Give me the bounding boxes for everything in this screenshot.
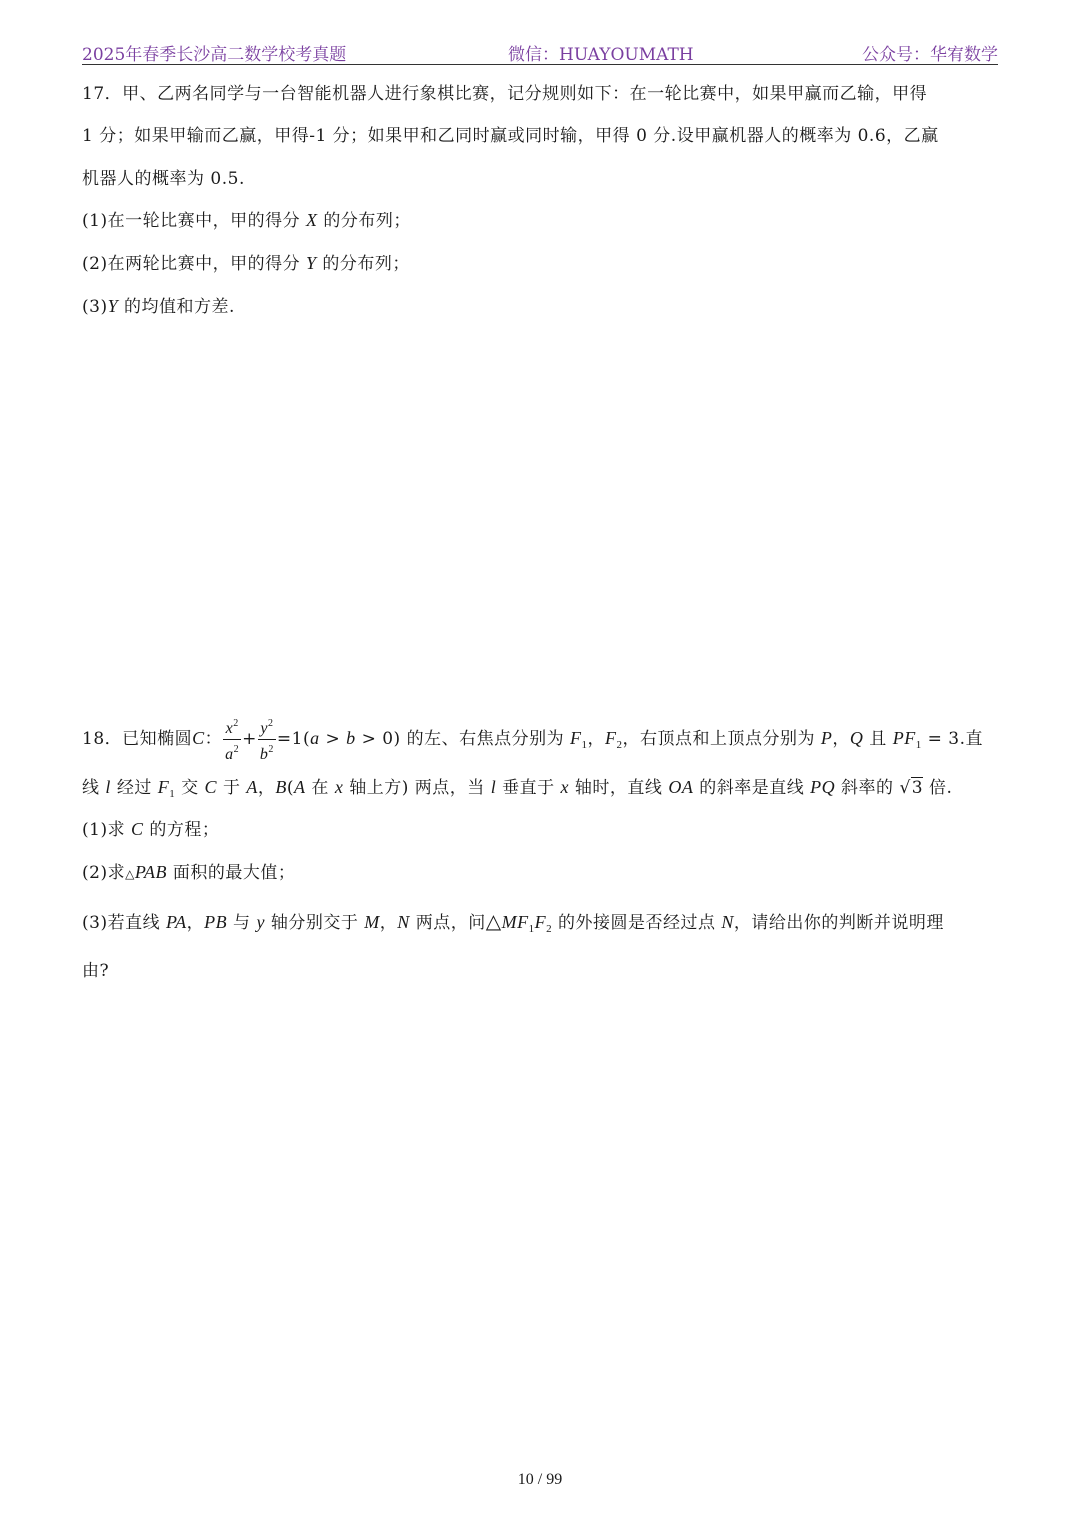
plus: + <box>242 729 257 749</box>
q18-part-1 <box>82 817 219 842</box>
paren-open: ( <box>286 778 295 798</box>
fraction-x2-a2 <box>223 714 241 765</box>
var-c: C <box>130 819 144 839</box>
var-mf: MF <box>501 912 529 932</box>
var-x: x <box>334 777 344 797</box>
var-pab: PAB <box>134 862 167 882</box>
q18-part-2-text-a: (2)求 <box>82 863 126 883</box>
comma: ， <box>257 778 276 798</box>
var-f1 <box>569 728 588 751</box>
q18-intro: 18．已知椭圆 <box>82 729 193 749</box>
q18-text: ，右顶点和上顶点分别为 <box>622 729 821 749</box>
subscript: 1 <box>528 923 535 935</box>
header-title: 2025年春季长沙高二数学校考真题 <box>82 45 347 65</box>
var-a-point: A <box>246 777 258 797</box>
var-oa: OA <box>668 777 694 797</box>
q18-line-2 <box>82 775 952 806</box>
var-b: b <box>259 746 269 763</box>
var-f: F <box>157 777 170 797</box>
subscript: 1 <box>169 788 176 800</box>
q18-text: 直 <box>965 729 983 749</box>
var-pf1 <box>892 728 922 751</box>
var-c: C <box>192 728 205 748</box>
q18-text: 轴时，直线 <box>569 778 669 798</box>
q18-part-1-text-b: 的方程； <box>143 820 220 840</box>
var-q: Q <box>849 728 864 748</box>
q17-part-2 <box>82 251 410 276</box>
comma: ， <box>186 913 205 933</box>
var-a: a <box>225 746 234 763</box>
var-f: F <box>569 728 582 748</box>
q17-line-1: 17．甲、乙两名同学与一台智能机器人进行象棋比赛，记分规则如下：在一轮比赛中，如果甲赢而乙输，甲得 <box>82 84 928 104</box>
greater-than-zero: > 0) <box>355 729 401 749</box>
q18-text: 且 <box>863 729 893 749</box>
fraction-y2-b2 <box>258 714 276 765</box>
var-f2 <box>604 728 623 751</box>
q18-part-3 <box>82 909 944 941</box>
q18-part-2 <box>82 860 295 886</box>
q18-text: 两点，问 <box>409 913 486 933</box>
radicand: 3 <box>911 778 924 798</box>
var-pq: PQ <box>810 777 836 797</box>
var-c: C <box>204 777 218 797</box>
var-n: N <box>397 912 410 932</box>
q18-text: 经过 <box>110 778 158 798</box>
var-b: b <box>346 728 356 748</box>
q18-text: 垂直于 <box>496 778 561 798</box>
q18-text: 轴上方 <box>343 778 402 798</box>
q18-text: 轴分别交于 <box>264 913 365 933</box>
var-y: y <box>256 912 265 932</box>
var-pa: PA <box>165 912 187 932</box>
exponent: 2 <box>267 718 274 729</box>
q18-part-3-cont: 由? <box>82 961 110 981</box>
q18-part-2-text-b: 面积的最大值； <box>167 863 296 883</box>
var-pf: PF <box>892 728 916 748</box>
q17-part-2-text-a: (2)在两轮比赛中，甲的得分 <box>82 254 306 274</box>
q18-text: 于 <box>217 778 247 798</box>
var-x: x <box>225 720 234 737</box>
comma: ， <box>587 729 605 749</box>
subscript: 1 <box>915 739 922 751</box>
triangle-symbol: △ <box>485 909 502 933</box>
colon: ： <box>204 729 223 749</box>
var-b-point: B <box>275 777 287 797</box>
var-pb: PB <box>204 912 228 932</box>
header-wechat: 微信：HUAYOUMATH <box>508 45 694 65</box>
q18-text: 的外接圆是否经过点 <box>552 913 722 933</box>
var-m: M <box>364 912 380 932</box>
page-header <box>82 36 998 65</box>
header-account: 公众号：华宥数学 <box>862 45 998 65</box>
exponent: 2 <box>268 744 274 755</box>
var-a-point: A <box>294 777 306 797</box>
equals-three: = 3. <box>921 729 966 749</box>
var-y: Y <box>107 296 119 316</box>
q17-part-2-text-b: 的分布列； <box>316 254 410 274</box>
q18-part-1-text-a: (1)求 <box>82 820 131 840</box>
q17-part-1-text-a: (1)在一轮比赛中，甲的得分 <box>82 211 306 231</box>
greater-than: > <box>319 729 347 749</box>
var-f1 <box>157 777 176 800</box>
exponent: 2 <box>233 744 240 755</box>
q18-text: 的左、右焦点分别为 <box>400 729 570 749</box>
var-f: F <box>604 728 617 748</box>
q17-part-1 <box>82 208 411 233</box>
page-number: 10 / 99 <box>517 1471 563 1488</box>
triangle-symbol: △ <box>125 867 135 881</box>
q17-part-3-text-b: 的均值和方差. <box>118 297 235 317</box>
var-y: y <box>260 720 268 737</box>
q18-text: 倍. <box>923 778 953 798</box>
q17-part-3 <box>82 294 235 319</box>
comma: ， <box>379 913 398 933</box>
var-y: Y <box>305 253 317 273</box>
subscript: 2 <box>616 739 623 751</box>
comma: ， <box>832 729 850 749</box>
var-l: l <box>490 777 497 797</box>
q18-text: ，请给出你的判断并说明理 <box>733 913 944 933</box>
var-p: P <box>820 728 833 748</box>
q18-text: 线 <box>82 778 106 798</box>
equals-one: =1( <box>276 729 311 749</box>
var-x: X <box>305 210 318 230</box>
subscript: 2 <box>546 923 553 935</box>
exponent: 2 <box>233 718 239 729</box>
q18-text: 斜率的 <box>835 778 900 798</box>
var-l: l <box>105 777 111 797</box>
q17-part-1-text-b: 的分布列； <box>317 211 411 231</box>
q17-line-2: 1 分；如果甲输而乙赢，甲得-1 分；如果甲和乙同时赢或同时输，甲得 0 分.设甲赢机器人的概率为 0.6，乙赢 <box>82 126 939 146</box>
sqrt-three: √3 <box>899 778 924 798</box>
var-mf1f2 <box>501 912 553 935</box>
subscript: 1 <box>581 739 588 751</box>
q18-part-3-text-a: (3)若直线 <box>82 913 166 933</box>
var-a: a <box>310 728 320 748</box>
q18-text: ) 两点，当 <box>401 778 491 798</box>
q17-part-3-text-a: (3) <box>82 297 108 317</box>
q18-text: 交 <box>175 778 205 798</box>
var-f: F <box>534 912 547 932</box>
q18-text: 与 <box>227 913 257 933</box>
var-n: N <box>721 912 734 932</box>
q18-line-1 <box>82 714 983 767</box>
q17-line-3: 机器人的概率为 0.5. <box>82 169 245 189</box>
q18-text: 在 <box>305 778 335 798</box>
var-x: x <box>560 777 570 797</box>
q18-text: 的斜率是直线 <box>693 778 811 798</box>
